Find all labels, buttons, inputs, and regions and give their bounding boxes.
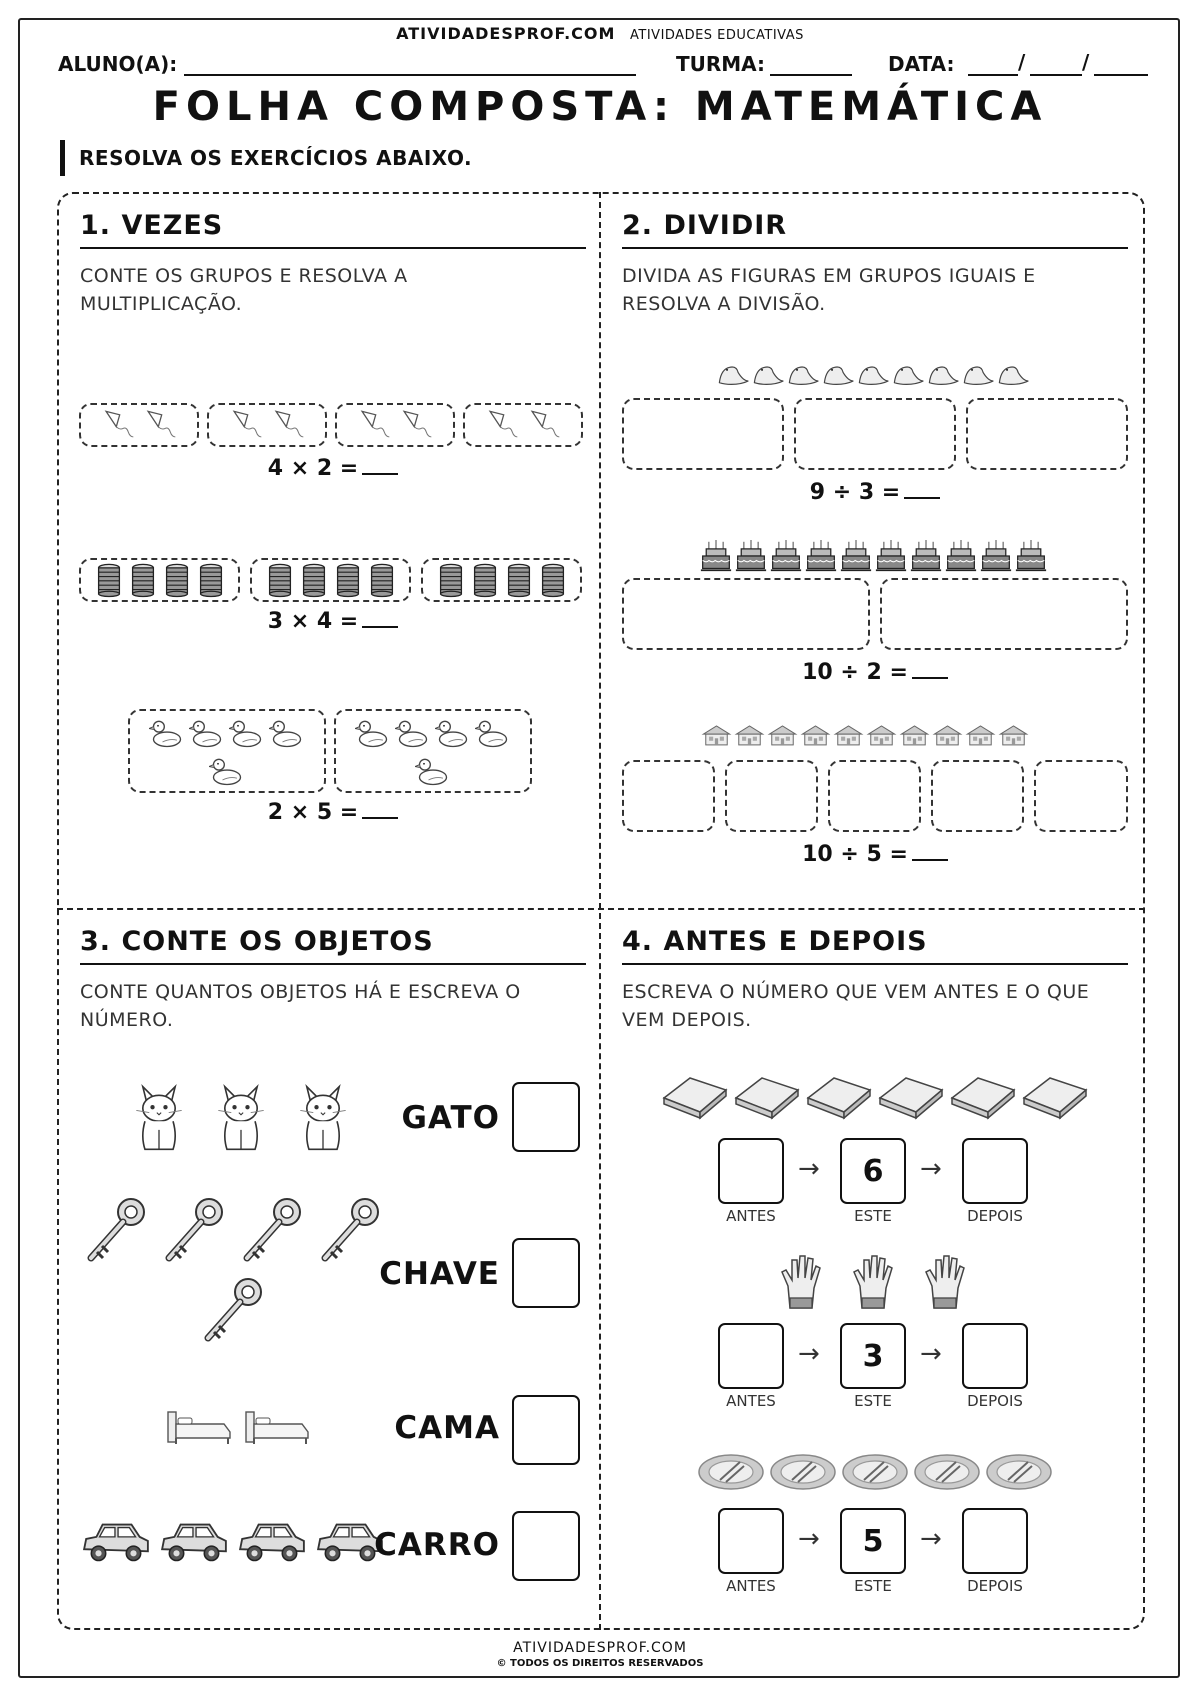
object-label: CHAVE (379, 1256, 500, 1292)
glove-row (776, 1252, 970, 1312)
seal-icon (821, 362, 855, 388)
plate-icon (984, 1452, 1054, 1492)
page-title: FOLHA COMPOSTA: MATEMÁTICA (152, 84, 1048, 130)
this-number-box: 3 (840, 1323, 906, 1389)
caption-before: ANTES (726, 1207, 776, 1225)
cake-icon (700, 538, 732, 574)
arrow-icon: → (798, 1339, 820, 1369)
kite-icon (399, 408, 433, 442)
plate-row (696, 1452, 1054, 1492)
kite-icon (271, 408, 305, 442)
division-box[interactable] (1034, 760, 1128, 832)
horizontal-divider (57, 908, 1145, 910)
cat-row (132, 1080, 350, 1156)
count-answer-box[interactable] (512, 1238, 580, 1308)
site-name: ATIVIDADESPROF.COM (396, 24, 616, 43)
date-separator: / (1082, 50, 1090, 74)
footer-rights: © TODOS OS DIREITOS RESERVADOS (496, 1658, 704, 1669)
kite-group (335, 403, 455, 447)
cake-icon (805, 538, 837, 574)
coin-stack-icon (506, 562, 532, 598)
caption-after: DEPOIS (967, 1577, 1023, 1595)
site-header (0, 24, 1200, 43)
duck-group (128, 709, 326, 793)
object-label: CAMA (394, 1410, 500, 1446)
house-icon (931, 722, 964, 748)
plate-icon (840, 1452, 910, 1492)
house-icon (898, 722, 931, 748)
seal-icon (926, 362, 960, 388)
car-row (80, 1518, 386, 1566)
before-box[interactable] (718, 1138, 784, 1204)
arrow-icon: → (920, 1154, 942, 1184)
plate-icon (912, 1452, 982, 1492)
kite-icon (527, 408, 561, 442)
cake-icon (735, 538, 767, 574)
house-icon (865, 722, 898, 748)
this-number-box: 6 (840, 1138, 906, 1204)
coin-stack-icon (130, 562, 156, 598)
coin-stack-icon (472, 562, 498, 598)
kite-icon (143, 408, 177, 442)
object-label: GATO (401, 1100, 500, 1136)
glove-icon (920, 1252, 970, 1312)
caption-this: ESTE (854, 1577, 892, 1595)
answer-blank[interactable] (912, 859, 948, 861)
coin-stack-icon (198, 562, 224, 598)
object-label: CARRO (374, 1527, 500, 1563)
duck-group (334, 709, 532, 793)
duck-icon (149, 715, 185, 751)
cake-icon (945, 538, 977, 574)
bed-icon (164, 1406, 234, 1446)
vertical-divider (599, 192, 601, 1630)
kite-group (79, 403, 199, 447)
date-year-line[interactable] (1094, 74, 1148, 76)
key-icon (200, 1272, 270, 1352)
equation-row (80, 800, 586, 825)
book-icon (732, 1072, 802, 1122)
section-1-description (80, 262, 586, 318)
cake-icon (910, 538, 942, 574)
equation: 10 ÷ 5 = (802, 842, 908, 867)
duck-icon (209, 753, 245, 789)
seal-row (716, 362, 1030, 388)
class-label: TURMA: (676, 52, 766, 76)
kite-icon (229, 408, 263, 442)
book-icon (1020, 1072, 1090, 1122)
count-answer-box[interactable] (512, 1082, 580, 1152)
equation-row (80, 456, 586, 481)
bed-icon (242, 1406, 312, 1446)
coin-stack-icon (301, 562, 327, 598)
key-icon (83, 1192, 153, 1272)
coin-stack-icon (369, 562, 395, 598)
date-month-line[interactable] (1030, 74, 1082, 76)
section-4-title: 4. ANTES E DEPOIS (622, 926, 1128, 965)
division-box[interactable] (966, 398, 1128, 470)
house-icon (700, 722, 733, 748)
cake-row (700, 538, 1047, 574)
site-tagline: ATIVIDADES EDUCATIVAS (630, 28, 804, 43)
cat-icon (296, 1080, 350, 1156)
cake-icon (875, 538, 907, 574)
description-line: MULTIPLICAÇÃO. (80, 293, 243, 315)
student-label: ALUNO(A): (58, 52, 178, 76)
house-icon (964, 722, 997, 748)
duck-icon (475, 715, 511, 751)
seal-icon (856, 362, 890, 388)
glove-icon (776, 1252, 826, 1312)
caption-after: DEPOIS (967, 1392, 1023, 1410)
book-icon (660, 1072, 730, 1122)
coin-group (79, 558, 240, 602)
division-box[interactable] (794, 398, 956, 470)
book-icon (876, 1072, 946, 1122)
after-box[interactable] (962, 1138, 1028, 1204)
description-line: RESOLVA A DIVISÃO. (622, 293, 826, 315)
kite-icon (485, 408, 519, 442)
coin-group (250, 558, 411, 602)
instruction: RESOLVA OS EXERCÍCIOS ABAIXO. (60, 140, 472, 176)
duck-icon (415, 753, 451, 789)
house-row (700, 722, 1030, 748)
caption-before: ANTES (726, 1392, 776, 1410)
caption-before: ANTES (726, 1577, 776, 1595)
duck-icon (189, 715, 225, 751)
division-box[interactable] (622, 760, 715, 832)
answer-blank[interactable] (904, 497, 940, 499)
answer-blank[interactable] (362, 626, 398, 628)
duck-icon (395, 715, 431, 751)
description-line: NÚMERO. (80, 1009, 174, 1031)
key-icon (239, 1192, 309, 1272)
coin-stack-icon (335, 562, 361, 598)
duck-icon (435, 715, 471, 751)
equation-row (622, 480, 1128, 505)
coin-group (421, 558, 582, 602)
equation: 2 × 5 = (267, 800, 359, 825)
house-icon (733, 722, 766, 748)
plate-icon (768, 1452, 838, 1492)
bed-row (164, 1406, 312, 1446)
car-icon (80, 1518, 152, 1566)
coin-stack-icon (438, 562, 464, 598)
cat-icon (214, 1080, 268, 1156)
kite-icon (357, 408, 391, 442)
caption-this: ESTE (854, 1392, 892, 1410)
section-2-description (622, 262, 1128, 318)
arrow-icon: → (920, 1339, 942, 1369)
division-box[interactable] (931, 760, 1024, 832)
seal-icon (996, 362, 1030, 388)
after-box[interactable] (962, 1323, 1028, 1389)
cake-icon (1015, 538, 1047, 574)
caption-this: ESTE (854, 1207, 892, 1225)
key-row (80, 1192, 390, 1352)
equation: 10 ÷ 2 = (802, 660, 908, 685)
coin-stack-icon (96, 562, 122, 598)
equation: 3 × 4 = (267, 609, 359, 634)
date-day-line[interactable] (968, 74, 1018, 76)
duck-icon (269, 715, 305, 751)
house-icon (997, 722, 1030, 748)
division-box[interactable] (725, 760, 818, 832)
coin-stack-icon (164, 562, 190, 598)
seal-icon (891, 362, 925, 388)
seal-icon (961, 362, 995, 388)
description-line: VEM DEPOIS. (622, 1009, 752, 1031)
description-line: CONTE OS GRUPOS E RESOLVA A (80, 265, 408, 287)
section-1-title: 1. VEZES (80, 210, 586, 249)
kite-group (463, 403, 583, 447)
equation-row (622, 842, 1128, 867)
duck-icon (355, 715, 391, 751)
description-line: ESCREVA O NÚMERO QUE VEM ANTES E O QUE (622, 981, 1090, 1003)
footer-site: ATIVIDADESPROF.COM (513, 1640, 687, 1656)
date-label: DATA: (888, 52, 955, 76)
cake-icon (840, 538, 872, 574)
car-icon (236, 1518, 308, 1566)
answer-blank[interactable] (912, 677, 948, 679)
answer-blank[interactable] (362, 817, 398, 819)
section-4-description (622, 978, 1128, 1034)
key-icon (161, 1192, 231, 1272)
arrow-icon: → (920, 1524, 942, 1554)
cat-icon (132, 1080, 186, 1156)
cake-icon (770, 538, 802, 574)
count-answer-box[interactable] (512, 1395, 580, 1465)
caption-after: DEPOIS (967, 1207, 1023, 1225)
after-box[interactable] (962, 1508, 1028, 1574)
division-box[interactable] (622, 398, 784, 470)
equation: 9 ÷ 3 = (809, 480, 901, 505)
house-icon (799, 722, 832, 748)
plate-icon (696, 1452, 766, 1492)
seal-icon (786, 362, 820, 388)
before-box[interactable] (718, 1508, 784, 1574)
before-box[interactable] (718, 1323, 784, 1389)
book-row (660, 1072, 1090, 1122)
section-3-description (80, 978, 586, 1034)
coin-stack-icon (540, 562, 566, 598)
description-line: DIVIDA AS FIGURAS EM GRUPOS IGUAIS E (622, 265, 1036, 287)
house-icon (766, 722, 799, 748)
this-number-box: 5 (840, 1508, 906, 1574)
seal-icon (751, 362, 785, 388)
car-icon (158, 1518, 230, 1566)
division-box[interactable] (880, 578, 1128, 650)
glove-icon (848, 1252, 898, 1312)
count-answer-box[interactable] (512, 1511, 580, 1581)
equation-row (80, 609, 586, 634)
book-icon (948, 1072, 1018, 1122)
cake-icon (980, 538, 1012, 574)
description-line: CONTE QUANTOS OBJETOS HÁ E ESCREVA O (80, 981, 521, 1003)
seal-icon (716, 362, 750, 388)
section-3-title: 3. CONTE OS OBJETOS (80, 926, 586, 965)
equation-row (622, 660, 1128, 685)
coin-stack-icon (267, 562, 293, 598)
equation: 4 × 2 = (267, 456, 359, 481)
house-icon (832, 722, 865, 748)
arrow-icon: → (798, 1524, 820, 1554)
kite-icon (101, 408, 135, 442)
kite-group (207, 403, 327, 447)
division-box[interactable] (622, 578, 870, 650)
answer-blank[interactable] (362, 473, 398, 475)
class-line[interactable] (770, 74, 852, 76)
student-name-line[interactable] (184, 74, 636, 76)
division-box[interactable] (828, 760, 921, 832)
date-separator: / (1018, 50, 1026, 74)
arrow-icon: → (798, 1154, 820, 1184)
book-icon (804, 1072, 874, 1122)
duck-icon (229, 715, 265, 751)
section-2-title: 2. DIVIDIR (622, 210, 1128, 249)
